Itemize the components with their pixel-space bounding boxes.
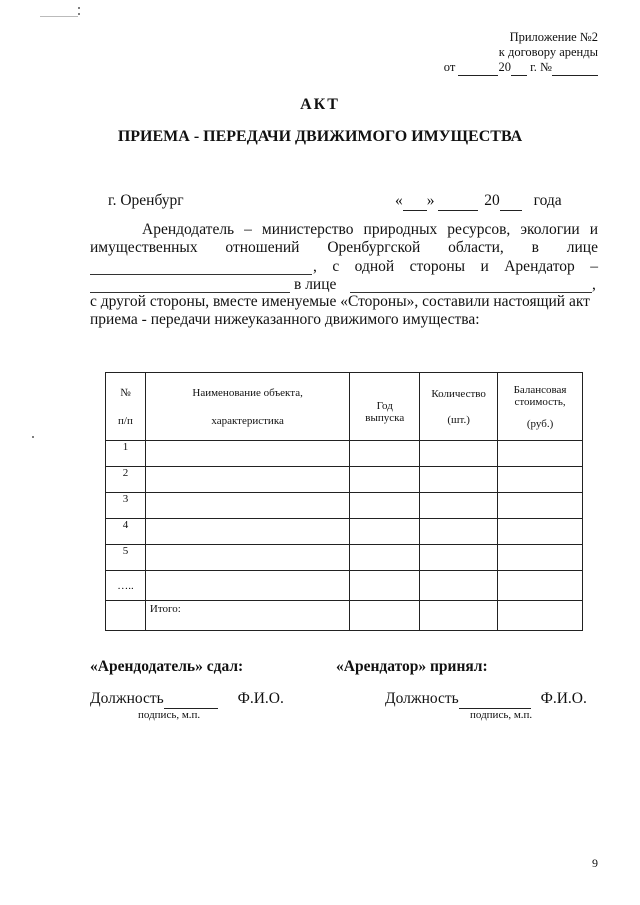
header-year: Год выпуска (350, 373, 420, 441)
annex-g-label: г. № (530, 60, 552, 74)
lessee-position-blank (459, 690, 531, 709)
total-label: Итого: (145, 601, 349, 631)
header-quantity: Количество (шт.) (420, 373, 498, 441)
paragraph-line-3: , с одной стороны и Арендатор – (313, 258, 598, 275)
header-name: Наименование объекта, характеристика (145, 373, 349, 441)
annex-year-blank (511, 60, 527, 76)
scan-mark (78, 13, 80, 15)
header-number: № п/п (106, 373, 146, 441)
lessor-sign-note: подпись, м.п. (138, 709, 201, 721)
table-row: 3 (106, 493, 583, 519)
date-day-blank (403, 192, 427, 211)
document-title: АКТ (300, 96, 340, 113)
lessor-heading: «Арендодатель» сдал: (90, 658, 244, 675)
lessor-position-blank (164, 690, 218, 709)
annex-number-blank (552, 60, 598, 76)
property-table (105, 372, 583, 631)
scan-mark (32, 436, 34, 438)
place-label: г. Оренбург (108, 192, 184, 209)
paragraph-line-2: имущественных отношений Оренбургской области, в лице (90, 239, 598, 256)
lessee-heading: «Арендатор» принял: (336, 658, 488, 675)
table-row: 5 (106, 545, 583, 571)
annex-year-prefix: 20 (498, 60, 511, 74)
lessee-sign-note: подпись, м.п. (470, 709, 533, 721)
annex-line-3 (444, 60, 598, 76)
document-subtitle: ПРИЕМА - ПЕРЕДАЧИ ДВИЖИМОГО ИМУЩЕСТВА (117, 128, 523, 145)
lessee-position: Должность Ф.И.О. (385, 690, 587, 707)
paragraph-line-6: приема - передачи нижеуказанного движимого имущества: (90, 311, 480, 328)
paragraph-line-4-end: , (592, 276, 596, 293)
table-row: 4 (106, 519, 583, 545)
annex-line-1: Приложение №2 (509, 30, 598, 44)
table-row: 2 (106, 467, 583, 493)
table-header-row (106, 373, 583, 441)
header-balance: Балансовая стоимость, (руб.) (498, 373, 583, 441)
page-number: 9 (592, 856, 598, 870)
date-year-blank (500, 192, 522, 211)
paragraph-line-1: Арендодатель – министерство природных ресурсов, экологии и (142, 221, 599, 238)
scan-line (40, 16, 78, 17)
paragraph-line-4-label: в лице (294, 276, 337, 293)
annex-day-blank (458, 60, 498, 76)
table-row: 1 (106, 441, 583, 467)
annex-from-label: от (443, 60, 456, 74)
table-row: ….. (106, 571, 583, 601)
scan-mark (78, 7, 80, 9)
representative-blank (90, 274, 312, 275)
paragraph-line-5: с другой стороны, вместе именуемые «Стороны», составили настоящий акт (90, 293, 590, 310)
date-month-blank (438, 192, 478, 211)
date-line: « » 20 года (395, 192, 562, 209)
annex-line-2: к договору аренды (498, 45, 598, 59)
table-total-row (106, 601, 583, 631)
lessor-position: Должность Ф.И.О. (90, 690, 284, 707)
